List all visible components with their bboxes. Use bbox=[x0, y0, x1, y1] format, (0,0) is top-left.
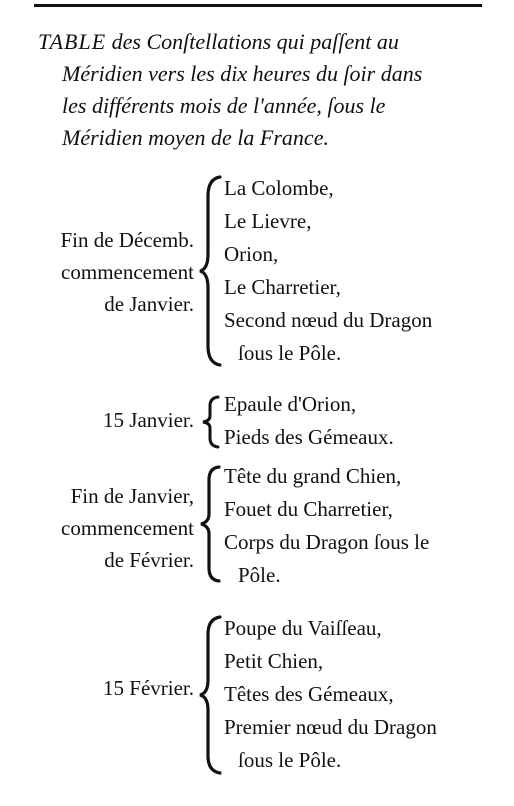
title-line-text: des Conſtellations qui paſſent au bbox=[106, 29, 399, 54]
top-rule bbox=[34, 4, 482, 7]
constellation-list bbox=[224, 388, 394, 454]
constellation-item: Le Lievre, bbox=[224, 209, 312, 233]
constellation-item: La Colombe, bbox=[224, 176, 334, 200]
constellation-list bbox=[224, 460, 429, 592]
period-label bbox=[103, 404, 194, 436]
period-label bbox=[103, 672, 194, 704]
constellation-group bbox=[0, 172, 514, 370]
constellation-list bbox=[224, 612, 437, 777]
curly-brace bbox=[198, 394, 224, 450]
period-line: commencement bbox=[61, 260, 194, 284]
constellation-item: Tête du grand Chien, bbox=[224, 464, 402, 488]
title-lead-word: TABLE bbox=[38, 29, 107, 54]
period-line: 15 Février. bbox=[103, 676, 194, 700]
title-line: Méridien vers les dix heures du ſoir dans bbox=[62, 61, 423, 86]
period-line: Fin de Janvier, bbox=[70, 484, 194, 508]
period-line: commencement bbox=[61, 516, 194, 540]
constellation-item: ſous le Pôle. bbox=[238, 748, 342, 772]
constellation-item: Pôle. bbox=[238, 563, 281, 587]
curly-brace bbox=[198, 614, 224, 776]
constellation-item: ſous le Pôle. bbox=[238, 341, 342, 365]
period-line: 15 Janvier. bbox=[103, 408, 194, 432]
curly-brace bbox=[198, 174, 224, 368]
period-line: de Février. bbox=[104, 548, 194, 572]
curly-brace bbox=[198, 464, 224, 584]
constellation-list bbox=[224, 172, 432, 370]
title-line: Méridien moyen de la France. bbox=[62, 125, 329, 150]
table-title bbox=[38, 26, 490, 154]
constellation-item: Premier nœud du Dragon bbox=[224, 715, 437, 739]
constellation-item: Orion, bbox=[224, 242, 279, 266]
constellation-item: Le Charretier, bbox=[224, 275, 341, 299]
constellation-item: Têtes des Gémeaux, bbox=[224, 682, 394, 706]
title-line: les différents mois de l'année, ſous le bbox=[62, 93, 386, 118]
constellation-group bbox=[0, 460, 514, 592]
constellation-item: Fouet du Charretier, bbox=[224, 497, 393, 521]
constellation-item: Poupe du Vaiſſeau, bbox=[224, 616, 382, 640]
constellation-item: Pieds des Gémeaux. bbox=[224, 425, 394, 449]
constellation-group bbox=[0, 612, 514, 778]
period-line: Fin de Décemb. bbox=[60, 228, 194, 252]
period-label bbox=[61, 480, 194, 576]
constellation-item: Second nœud du Dragon bbox=[224, 308, 433, 332]
constellation-item: Epaule d'Orion, bbox=[224, 392, 357, 416]
title-line bbox=[38, 26, 490, 58]
period-label bbox=[60, 224, 194, 320]
constellation-item: Petit Chien, bbox=[224, 649, 324, 673]
constellation-item: Corps du Dragon ſous le bbox=[224, 530, 430, 554]
period-line: de Janvier. bbox=[104, 292, 194, 316]
constellation-group bbox=[0, 388, 514, 454]
